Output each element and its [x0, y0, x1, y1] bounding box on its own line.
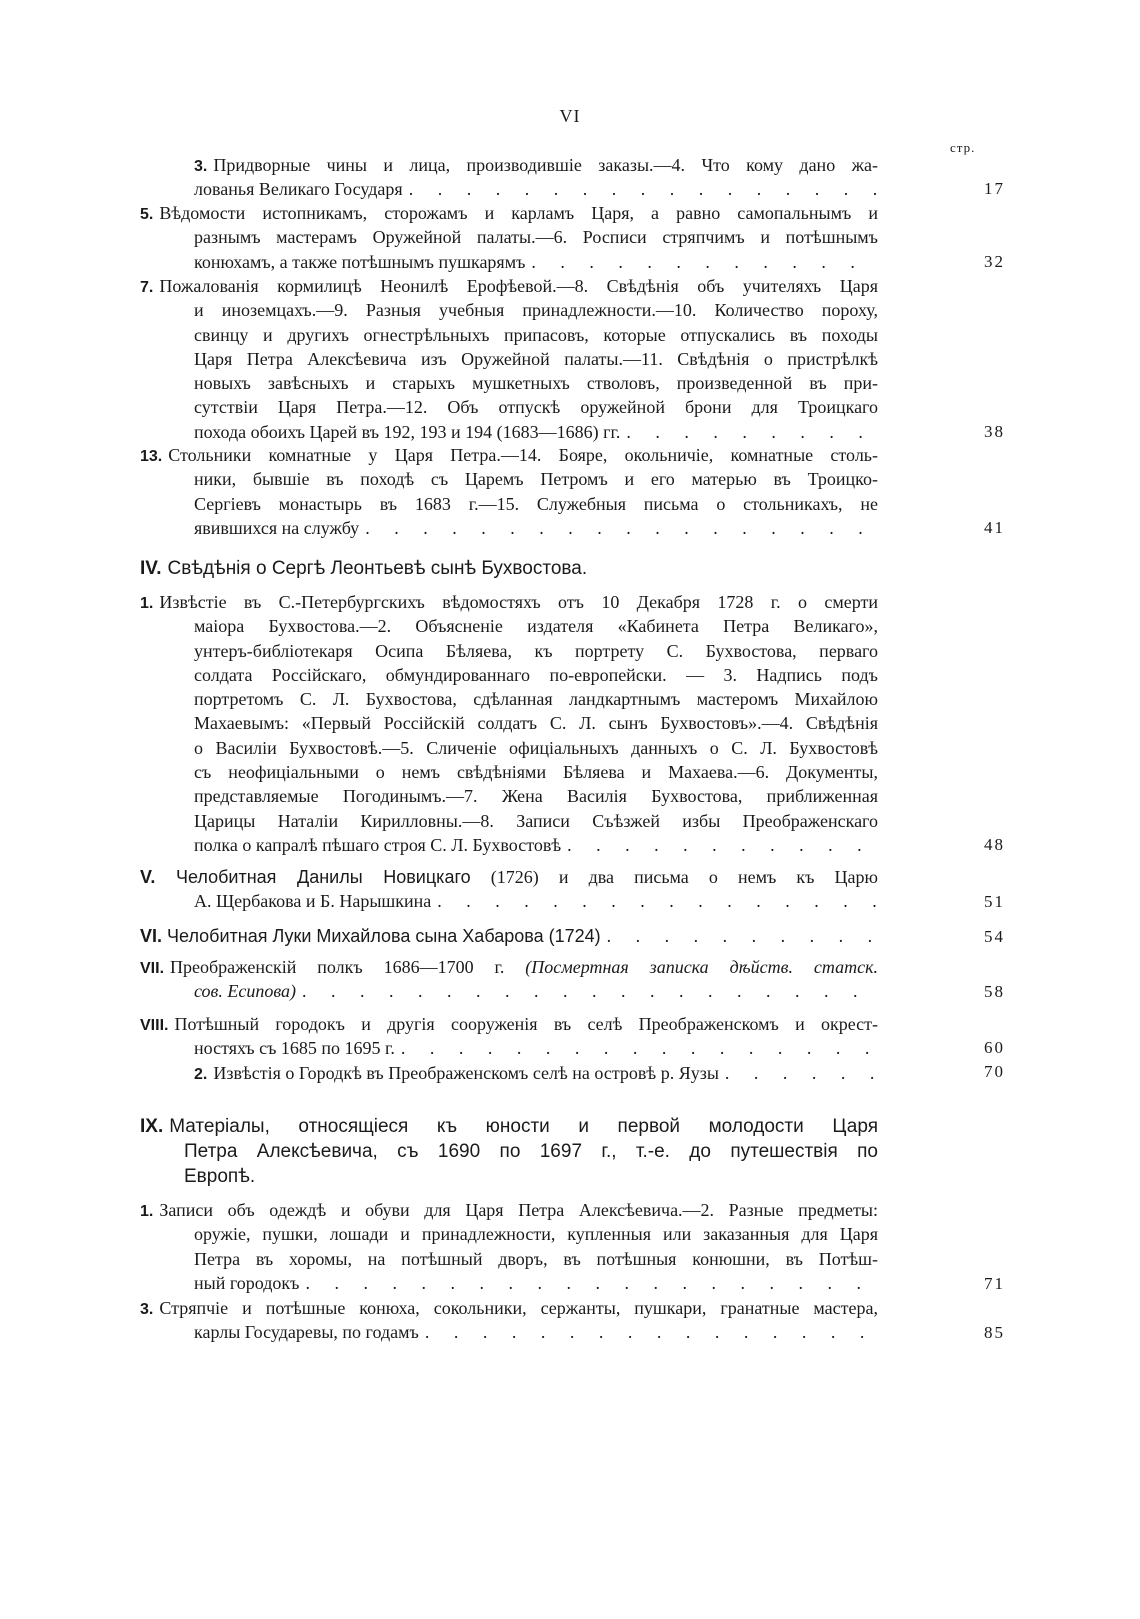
entry-line: и иноземцахъ.—9. Разныя учебныя принадлежности.—10. Количество пороху, — [194, 300, 878, 321]
toc-entry — [140, 153, 878, 202]
dot-leader — [395, 1036, 878, 1060]
section-note: сов. Есипова) — [194, 981, 297, 1002]
toc-entry — [140, 274, 878, 444]
entry-line: Царицы Наталіи Кирилловны.—8. Записи Съѣзжей избы Преображенскаго — [194, 810, 878, 831]
entry-line: о Василіи Бухвостовѣ.—5. Сличеніе офиціальныхъ данныхъ о С. Л. Бухвостовѣ — [194, 737, 878, 758]
section-numeral: IX. — [140, 1116, 164, 1137]
entry-line: разнымъ мастерамъ Оружейной палаты.—6. Росписи стряпчимъ и потѣшнымъ — [194, 227, 878, 248]
page-ref: 58 — [984, 982, 1005, 1001]
section-viii — [140, 1012, 878, 1085]
toc-entry — [140, 590, 878, 857]
section-note: (Посмертная записка дѣйств. статск. — [525, 957, 878, 977]
entry-number: 3. — [140, 1301, 154, 1318]
entry-line: портретомъ С. Л. Бухвостова, сдѣланная ландкартнымъ мастеромъ Михайлою — [194, 689, 878, 710]
toc-entry — [140, 1198, 878, 1295]
entry-number: 5. — [140, 206, 154, 223]
entry-line: солдата Россійскаго, обмундированнаго по-европейски. — 3. Надпись подъ — [194, 664, 878, 685]
dot-leader — [561, 833, 878, 857]
entry-line: А. Щербакова и Б. Нарышкина — [194, 891, 432, 912]
dot-leader — [359, 516, 878, 540]
section-title: Петра Алексѣевича, съ 1690 по 1697 г., т.-е. до путешествія по — [184, 1141, 878, 1162]
page-column-label: стр. — [950, 140, 976, 155]
entry-line: ники, бывшіе въ походѣ съ Царемъ Петромъ и его матерью въ Троицко- — [194, 469, 878, 490]
section-title: Матеріалы, относящіеся къ юности и первой молодости Царя — [169, 1116, 878, 1137]
entry-line: сутствіи Царя Петра.—12. Объ отпускѣ оружейной брони для Троицкаго — [194, 397, 878, 418]
entry-line: Стряпчіе и потѣшные конюха, сокольники, сержанты, пушкари, гранатные мастера, — [159, 1298, 878, 1318]
entry-line: Стольники комнатные у Царя Петра.—14. Бояре, окольничіе, комнатные столь- — [168, 445, 878, 465]
dot-leader — [601, 924, 878, 948]
section-title-rest: (1726) и два письма о немъ къ Царю — [490, 867, 878, 887]
page-ref: 41 — [984, 518, 1005, 537]
section-numeral: VIII. — [140, 1017, 169, 1034]
entry-line: Придворные чины и лица, производившіе заказы.—4. Что кому дано жа- — [213, 155, 878, 175]
entry-line: ный городокъ — [194, 1272, 300, 1293]
entry-line: маіора Бухвостова.—2. Объясненіе издателя «Кабинета Петра Великаго», — [194, 616, 878, 637]
section-heading-iv — [140, 556, 878, 581]
section-v — [140, 865, 878, 914]
entry-line: оружіе, пушки, лошади и принадлежности, купленныя или заказанныя для Царя — [194, 1224, 878, 1245]
page-ref: 51 — [984, 892, 1005, 911]
dot-leader — [296, 979, 878, 1003]
entry-line: Сергіевъ монастырь въ 1683 г.—15. Служебныя письма о стольникахъ, не — [194, 493, 878, 514]
page-ref: 54 — [984, 927, 1005, 946]
entry-line: свинцу и другихъ огнестрѣльныхъ припасовъ, которые отпускались въ походы — [194, 324, 878, 345]
dot-leader — [419, 1320, 878, 1344]
entry-line: Пожалованія кормилицѣ Неонилѣ Ерофѣевой.—8. Свѣдѣнія объ учителяхъ Царя — [159, 276, 878, 296]
page-ref: 71 — [984, 1274, 1005, 1293]
section-title: Европѣ. — [184, 1166, 256, 1187]
entry-line: Махаевымъ: «Первый Россійскій солдатъ С. Л. сынъ Бухвостовъ».—4. Свѣдѣнія — [194, 713, 878, 734]
entry-line: Извѣстія о Городкѣ въ Преображенскомъ селѣ на островѣ р. Яузы — [213, 1062, 719, 1083]
section-vi — [140, 924, 878, 948]
entry-number: 3. — [194, 158, 208, 175]
section-title: Преображенскій полкъ 1686—1700 г. — [170, 957, 505, 977]
section-heading-ix — [140, 1114, 878, 1189]
section-title: Свѣдѣнія о Сергѣ Леонтьевѣ сынѣ Бухвостова. — [167, 558, 588, 579]
entry-line: похода обоихъ Царей въ 192, 193 и 194 (1683—1686) гг. — [194, 421, 621, 442]
page-ref: 17 — [984, 179, 1005, 198]
entry-line: Извѣстіе въ С.-Петербургскихъ вѣдомостяхъ отъ 10 Декабря 1728 г. о смерти — [159, 592, 878, 612]
entry-line: лованья Великаго Государя — [194, 179, 403, 200]
page-ref: 60 — [984, 1038, 1005, 1057]
toc-entry — [140, 1296, 878, 1345]
dot-leader — [525, 250, 878, 274]
section-title: Челобитная Данилы Новицкаго — [175, 867, 471, 887]
dot-leader — [300, 1271, 879, 1295]
page-ref: 38 — [984, 422, 1005, 441]
entry-number: 1. — [140, 1203, 154, 1220]
section-title: Челобитная Луки Михайлова сына Хабарова (1724) — [167, 926, 601, 946]
entry-line: карлы Государевы, по годамъ — [194, 1322, 419, 1343]
page-ref: 48 — [984, 835, 1005, 854]
entry-line: конюхамъ, а также потѣшнымъ пушкарямъ — [194, 251, 526, 272]
entry-line: полка о капралѣ пѣшаго строя С. Л. Бухвостовѣ — [194, 834, 562, 855]
section-numeral: VII. — [140, 960, 165, 977]
entry-line: Потѣшный городокъ и другія сооруженія въ селѣ Преображенскомъ и окрест- — [174, 1014, 878, 1034]
entry-line: Петра въ хоромы, на потѣшный дворъ, въ потѣшныя конюшни, въ Потѣш- — [194, 1248, 878, 1269]
entry-number: 13. — [140, 448, 163, 465]
dot-leader — [431, 889, 878, 913]
entry-line: унтеръ-библіотекаря Осипа Бѣляева, къ портрету С. Бухвостова, перваго — [194, 640, 878, 661]
page-ref: 70 — [984, 1062, 1005, 1081]
toc-entry — [140, 443, 878, 540]
entry-number: 2. — [194, 1065, 208, 1083]
entry-line: явившихся на службу — [194, 517, 360, 538]
entry-line: Записи объ одеждѣ и обуви для Царя Петра Алексѣевича.—2. Разные предметы: — [159, 1200, 878, 1220]
entry-line: Вѣдомости истопникамъ, сторожамъ и карламъ Царя, а равно самопальнымъ и — [159, 203, 878, 223]
dot-leader — [620, 420, 878, 444]
section-numeral: IV. — [140, 558, 162, 579]
entry-number: 1. — [140, 595, 154, 612]
section-numeral: VI. — [140, 926, 163, 946]
entry-line: ностяхъ съ 1685 по 1695 г. — [194, 1038, 395, 1059]
page-ref: 32 — [984, 252, 1005, 271]
entry-line: Царя Петра Алексѣевича изъ Оружейной палаты.—11. Свѣдѣнія о пристрѣлкѣ — [194, 348, 878, 369]
section-numeral: V. — [140, 867, 156, 887]
page-ref: 85 — [984, 1323, 1005, 1342]
page-number: VI — [559, 106, 581, 126]
dot-leader — [719, 1061, 878, 1085]
dot-leader — [403, 177, 878, 201]
entry-line: новыхъ завѣсныхъ и старыхъ мушкетныхъ стволовъ, произведенной въ при- — [194, 373, 878, 394]
entry-line: представляемые Погодинымъ.—7. Жена Василія Бухвостова, приближенная — [194, 786, 878, 807]
entry-number: 7. — [140, 279, 154, 296]
toc-entry — [140, 201, 878, 274]
section-vii — [140, 955, 878, 1004]
entry-line: съ неофиціальными о немъ свѣдѣніями Бѣляева и Махаева.—6. Документы, — [194, 762, 878, 783]
